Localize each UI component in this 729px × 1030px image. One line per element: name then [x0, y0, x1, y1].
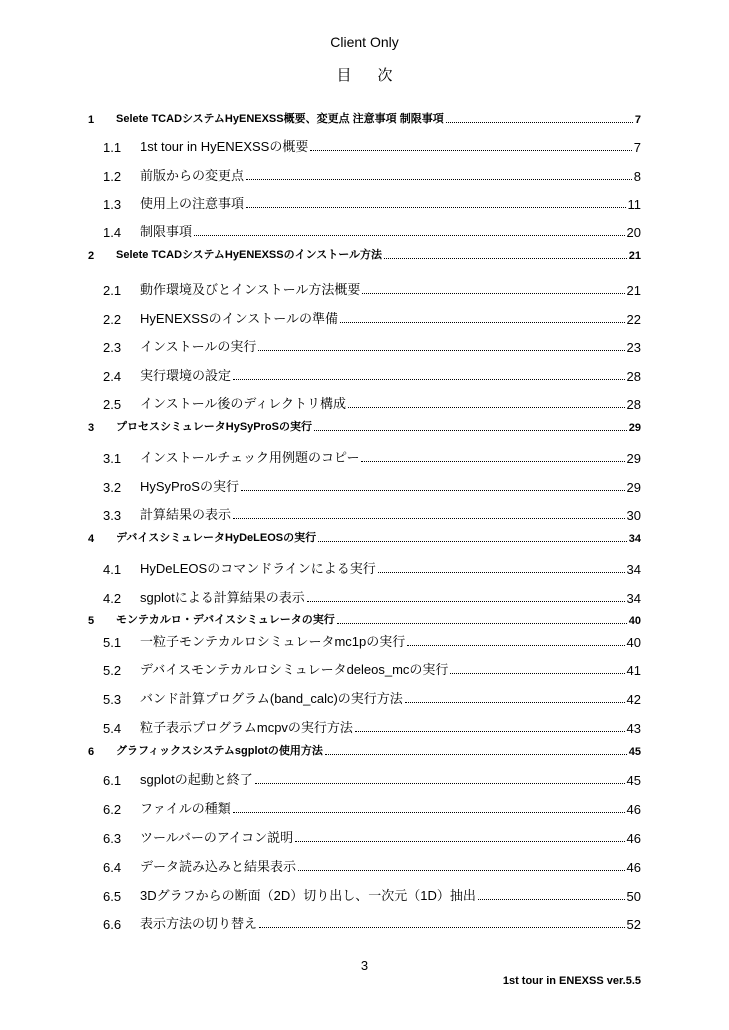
toc-entry-page: 42 [626, 692, 641, 707]
toc-dot-leader [384, 258, 627, 259]
toc-entry-number: 1.4 [103, 225, 122, 240]
toc-entry-number: 6.1 [103, 773, 122, 788]
toc-entry [103, 194, 641, 212]
toc-entry [103, 448, 641, 466]
toc-entry-number: 2.5 [103, 397, 122, 412]
toc-dot-leader [446, 122, 633, 123]
toc-entry-page: 34 [626, 591, 641, 606]
toc-entry-number: 4.1 [103, 562, 122, 577]
toc-entry-page: 7 [633, 140, 641, 155]
toc-entry-page: 30 [626, 508, 641, 523]
toc-entry-number: 6.4 [103, 860, 122, 875]
toc-entry-page: 21 [628, 250, 641, 262]
toc-entry-label: HyENEXSSのインストールの準備 [140, 311, 338, 326]
toc-entry [103, 770, 641, 788]
toc-entry-number: 2 [88, 250, 95, 262]
toc-dot-leader [233, 379, 625, 380]
toc-title: 目次 [336, 67, 419, 84]
toc-entry-number: 2.2 [103, 312, 122, 327]
toc-entry [103, 505, 641, 523]
toc-entry-label: sgplotによる計算結果の表示 [140, 590, 305, 605]
toc-entry-label: 一粒子モンテカルロシミュレータmc1pの実行 [140, 634, 406, 649]
toc-entry-page: 29 [626, 451, 641, 466]
toc-dot-leader [337, 623, 627, 624]
toc-entry-label: 1st tour in HyENEXSSの概要 [140, 139, 309, 154]
toc-entry-number: 5.4 [103, 721, 122, 736]
toc-entry-number: 1.2 [103, 169, 122, 184]
toc-entry [103, 718, 641, 736]
toc-entry [88, 740, 641, 758]
toc-entry [103, 799, 641, 817]
toc-entry-page: 28 [626, 369, 641, 384]
toc-entry-page: 40 [628, 615, 641, 627]
toc-entry [103, 394, 641, 412]
toc-entry-number: 6.6 [103, 917, 122, 932]
toc-dot-leader [246, 207, 625, 208]
toc-entry [103, 886, 641, 904]
toc-entry-page: 41 [626, 663, 641, 678]
toc-entry-label: モンテカルロ・デバイスシミュレータの実行 [116, 614, 335, 626]
toc-dot-leader [361, 461, 624, 462]
toc-entry-page: 46 [626, 831, 641, 846]
toc-entry-page: 20 [626, 225, 641, 240]
toc-entry-number: 4.2 [103, 591, 122, 606]
toc-entry-label: ファイルの種類 [140, 801, 231, 816]
toc-entry-page: 50 [626, 889, 641, 904]
toc-entry-label: インストールの実行 [140, 339, 257, 354]
toc-entry-number: 1 [88, 114, 95, 126]
toc-entry-number: 6 [88, 746, 95, 758]
toc-entry-label: 前版からの変更点 [140, 168, 245, 183]
toc-entry-page: 29 [628, 422, 641, 434]
toc-dot-leader [255, 783, 625, 784]
toc-entry-number: 6.2 [103, 802, 122, 817]
toc-dot-leader [348, 407, 624, 408]
toc-entry-label: HySyProSの実行 [140, 479, 239, 494]
toc-entry [103, 588, 641, 606]
toc-entry-number: 1.3 [103, 197, 122, 212]
toc-entry [103, 222, 641, 240]
toc-entry [103, 828, 641, 846]
toc-entry-label: バンド計算プログラム(band_calc)の実行方法 [140, 691, 403, 706]
toc-entry-number: 5 [88, 615, 95, 627]
toc-dot-leader [233, 812, 625, 813]
toc-entry-label: 計算結果の表示 [140, 507, 232, 522]
toc-dot-leader [295, 841, 624, 842]
toc-entry-number: 4 [88, 533, 95, 545]
toc-entry-number: 2.3 [103, 340, 122, 355]
toc-entry-page: 46 [626, 860, 641, 875]
toc-entry-label: 粒子表示プログラムmcpvの実行方法 [140, 720, 353, 735]
toc-entry-page: 8 [633, 169, 641, 184]
toc-entry-label: 表示方法の切り替え [140, 916, 258, 931]
toc-entry [88, 244, 641, 262]
toc-entry [88, 527, 641, 545]
toc-entry [103, 309, 641, 327]
toc-dot-leader [478, 899, 625, 900]
toc-dot-leader [298, 870, 625, 871]
toc-entry-page: 46 [626, 802, 641, 817]
toc-entry [103, 660, 641, 678]
toc-entry-label: sgplotの起動と終了 [140, 772, 253, 787]
toc-dot-leader [362, 293, 624, 294]
toc-entry-label: HyDeLEOSのコマンドラインによる実行 [140, 561, 376, 576]
toc-entry [103, 689, 641, 707]
toc-entry-page: 23 [626, 340, 641, 355]
toc-entry [103, 137, 641, 155]
toc-entry [103, 477, 641, 495]
toc-dot-leader [314, 430, 627, 431]
toc-dot-leader [407, 645, 624, 646]
toc-dot-leader [310, 150, 631, 151]
toc-dot-leader [378, 572, 625, 573]
toc-entry [103, 559, 641, 577]
toc-entry-page: 40 [626, 635, 641, 650]
toc-entry-number: 6.3 [103, 831, 122, 846]
toc-entry-number: 5.3 [103, 692, 122, 707]
toc-dot-leader [259, 927, 625, 928]
toc-entry-page: 52 [626, 917, 641, 932]
toc-entry-label: デバイスモンテカルロシミュレータdeleos_mcの実行 [140, 662, 449, 677]
toc-dot-leader [241, 490, 625, 491]
toc-dot-leader [340, 322, 625, 323]
toc-entry [103, 337, 641, 355]
toc-entry [88, 108, 641, 126]
toc-entry-label: データ読み込みと結果表示 [140, 859, 297, 874]
toc-entry-page: 45 [626, 773, 641, 788]
toc-entry-number: 5.1 [103, 635, 122, 650]
toc-entry-label: インストールチェック用例題のコピー [140, 450, 360, 465]
toc-entry-page: 45 [628, 746, 641, 758]
toc-entry [103, 166, 641, 184]
toc-dot-leader [233, 518, 625, 519]
toc-entry-label: Selete TCADシステムHyENEXSSのインストール方法 [116, 249, 383, 261]
toc-entry-label: ツールバーのアイコン説明 [140, 830, 294, 845]
toc-entry [103, 857, 641, 875]
toc-entry-label: Selete TCADシステムHyENEXSS概要、変更点 注意事項 制限事項 [116, 113, 444, 125]
toc-entry-label: 制限事項 [140, 224, 193, 239]
toc-entry-number: 6.5 [103, 889, 122, 904]
toc-entry-number: 3.3 [103, 508, 122, 523]
toc-dot-leader [355, 731, 625, 732]
toc-entry-page: 21 [626, 283, 641, 298]
toc-entry-label: 3Dグラフからの断面（2D）切り出し、一次元（1D）抽出 [140, 888, 476, 903]
toc-entry-label: インストール後のディレクトリ構成 [140, 396, 347, 411]
toc-entry-label: 動作環境及びとインストール方法概要 [140, 282, 361, 297]
toc-entry-label: グラフィックスシステムsgplotの使用方法 [116, 745, 323, 757]
toc-dot-leader [307, 601, 625, 602]
toc-entry-number: 3.1 [103, 451, 122, 466]
page-number: 3 [360, 958, 369, 973]
toc-dot-leader [258, 350, 624, 351]
toc-entry [103, 280, 641, 298]
toc-entry [88, 416, 641, 434]
toc-entry-page: 43 [626, 721, 641, 736]
toc-entry-label: プロセスシミュレータHySyProSの実行 [116, 421, 312, 433]
toc-entry [103, 632, 641, 650]
toc-entry-number: 3.2 [103, 480, 122, 495]
toc-entry [103, 366, 641, 384]
toc-entry-page: 34 [626, 562, 641, 577]
toc-entry-number: 2.1 [103, 283, 122, 298]
toc-dot-leader [405, 702, 625, 703]
toc-entry-number: 1.1 [103, 140, 122, 155]
toc-entry-page: 28 [626, 397, 641, 412]
toc-dot-leader [318, 541, 627, 542]
toc-entry-page: 29 [626, 480, 641, 495]
toc-entry-label: 使用上の注意事項 [140, 196, 245, 211]
toc-dot-leader [246, 179, 632, 180]
toc-entry-page: 11 [627, 197, 641, 212]
toc-entry-page: 22 [626, 312, 641, 327]
toc-entry-page: 34 [628, 533, 641, 545]
document-footer-title: 1st tour in ENEXSS ver.5.5 [502, 975, 641, 987]
toc-entry-label: 実行環境の設定 [140, 368, 232, 383]
toc-entry-number: 3 [88, 422, 95, 434]
toc-entry [103, 914, 641, 932]
toc-entry-label: デバイスシミュレータHyDeLEOSの実行 [116, 532, 317, 544]
toc-dot-leader [194, 235, 625, 236]
header-client-only: Client Only [330, 34, 399, 50]
toc-entry-page: 7 [634, 114, 641, 126]
toc-entry [88, 609, 641, 627]
toc-entry-number: 2.4 [103, 369, 122, 384]
toc-dot-leader [450, 673, 624, 674]
toc-entry-number: 5.2 [103, 663, 122, 678]
toc-dot-leader [325, 754, 627, 755]
